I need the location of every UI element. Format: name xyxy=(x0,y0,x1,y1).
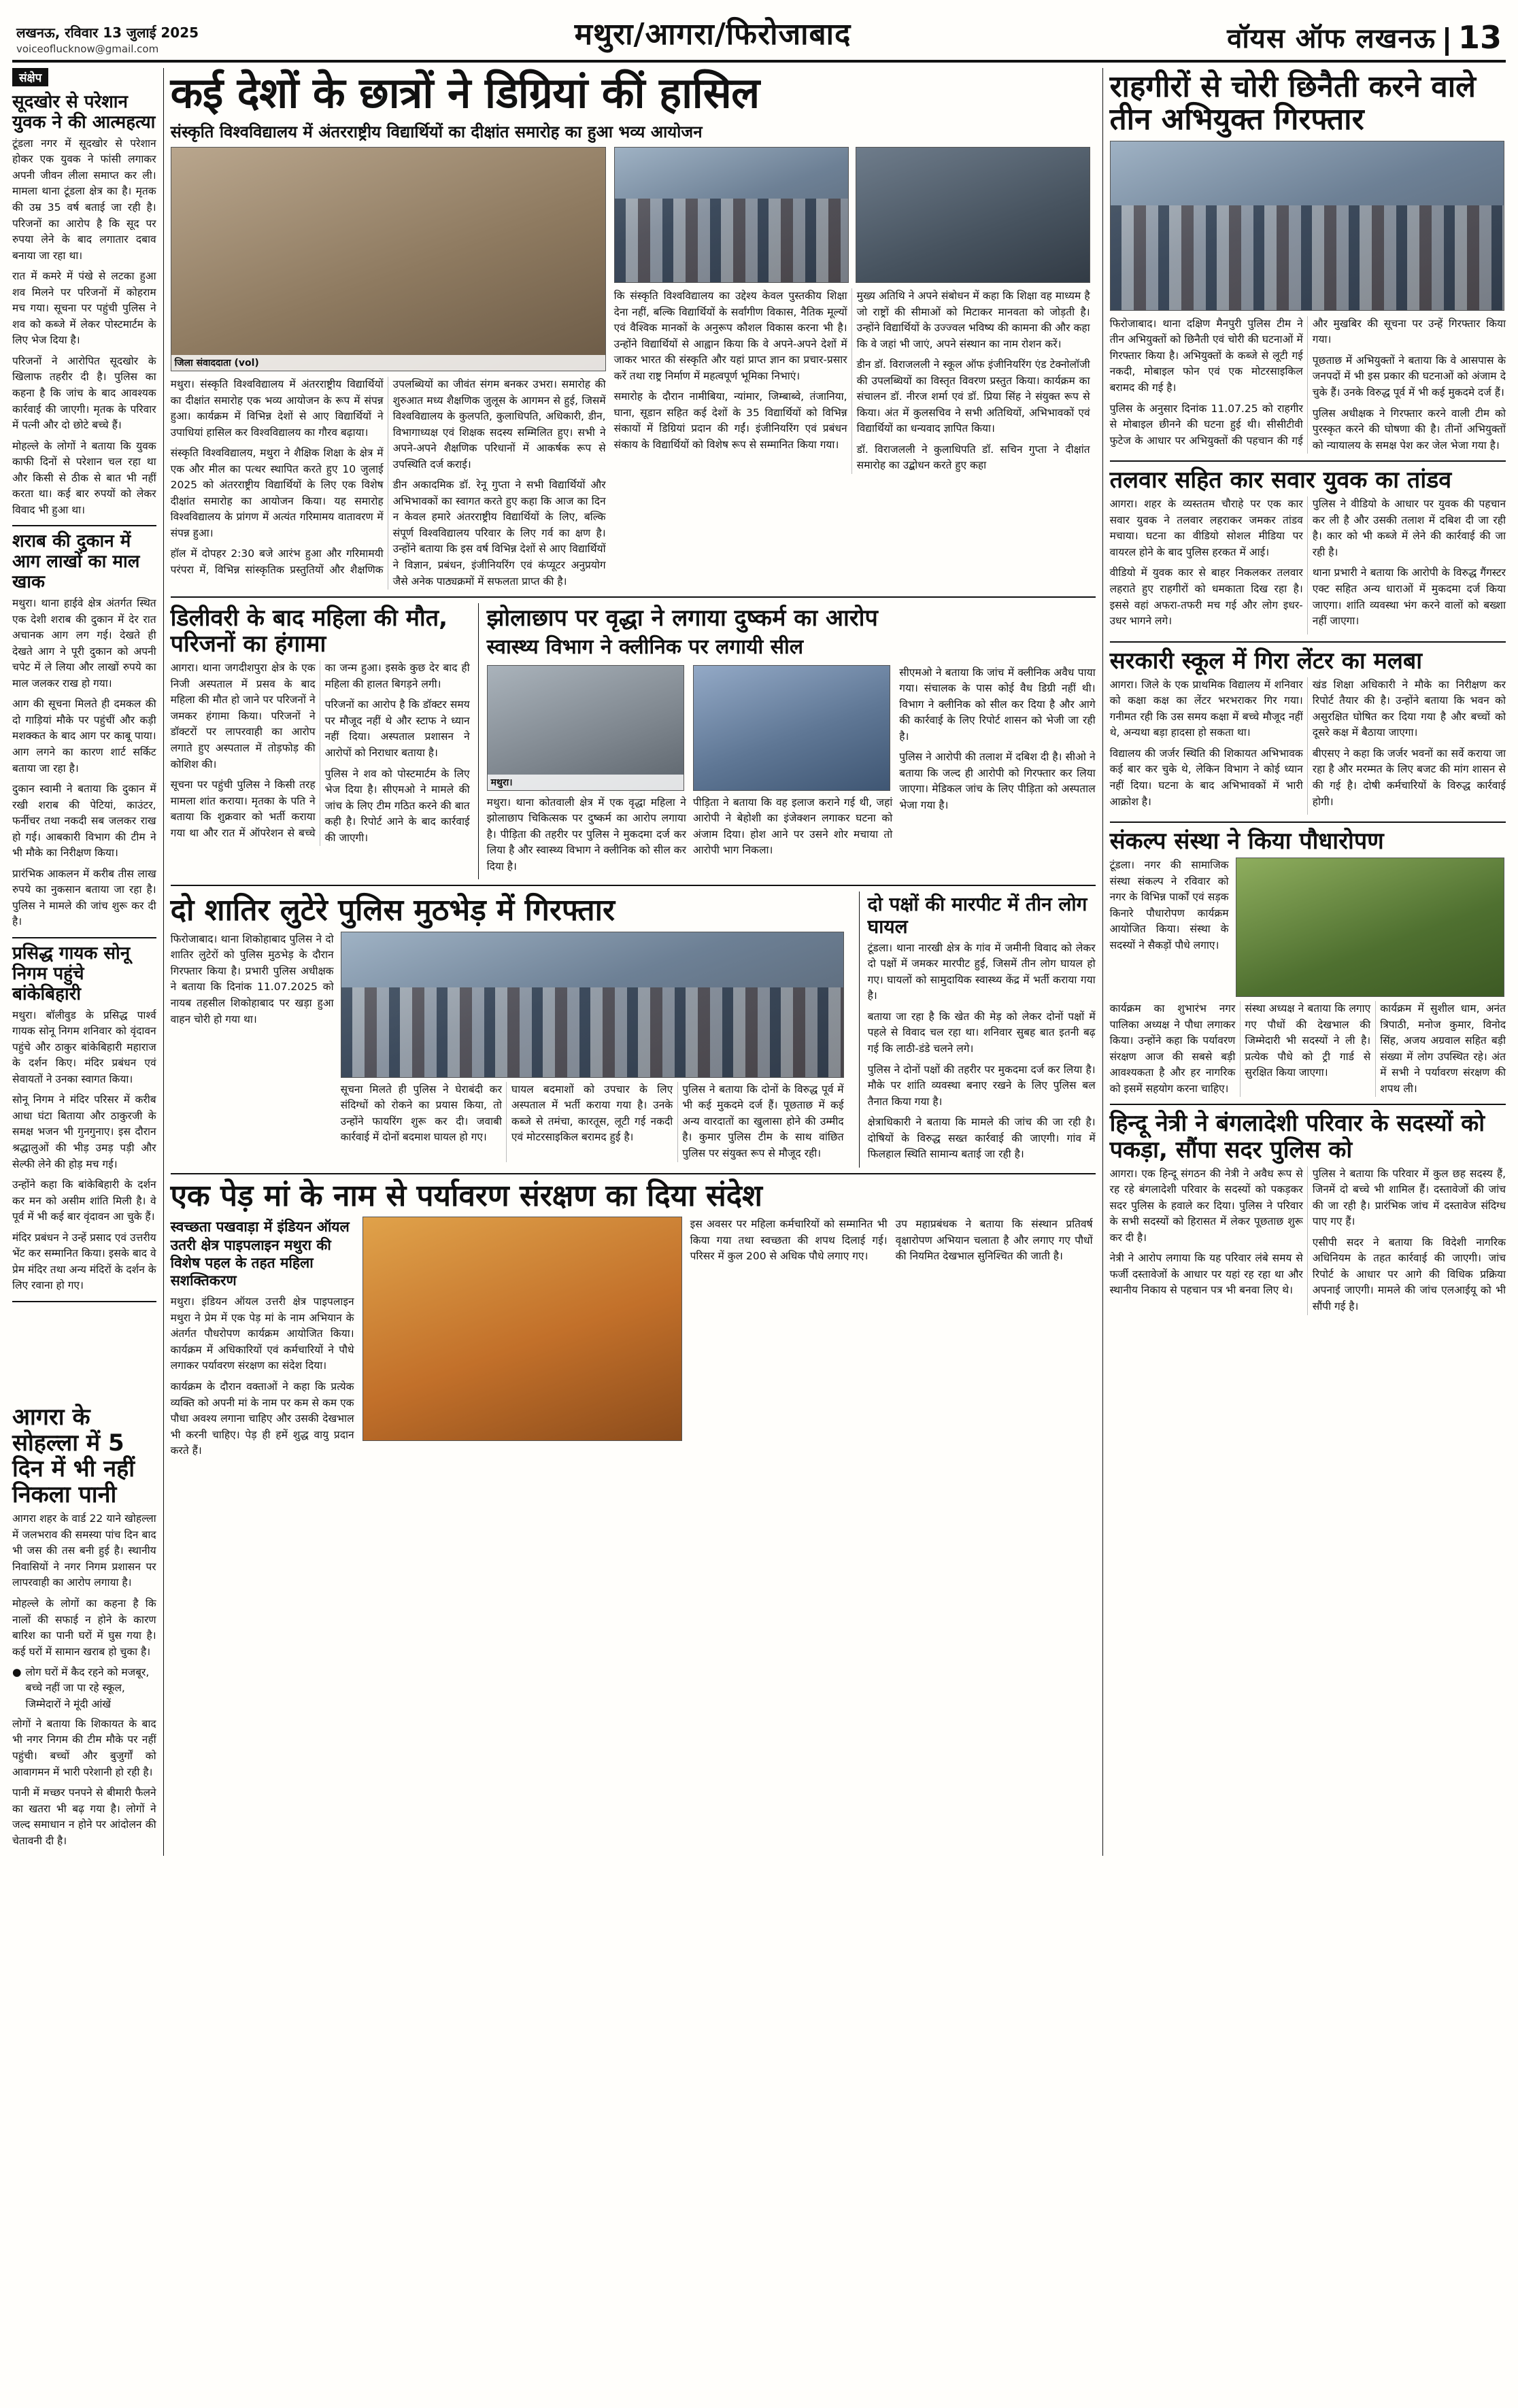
brief-3-para-4: मंदिर प्रबंधन ने उन्हें प्रसाद एवं उत्तरीय भेंट कर सम्मानित किया। इसके बाद वे प्रेम मंदिर तथा अन्य मंदिरों के दर्शन के लिए रवाना हो गए। xyxy=(12,1231,156,1292)
lead-photo-3 xyxy=(856,147,1090,283)
loot-col-rest xyxy=(341,932,844,1162)
school-para-4: बीएसए ने कहा कि जर्जर भवनों का सर्वे कराया जा रहा है और मरम्मत के लिए बजट की मांग शासन से की गई है। दोषी कर्मचारियों के विरुद्ध कार्रवाई होगी। xyxy=(1312,747,1506,808)
brief-2-para-4: प्रारंभिक आकलन में करीब तीस लाख रुपये का नुकसान बताया जा रहा है। पुलिस ने मामले की जांच शुरू कर दी है। xyxy=(12,867,156,928)
delivery-para-1: आगरा। थाना जगदीशपुरा क्षेत्र के एक निजी अस्पताल में प्रसव के बाद महिला की मौत हो जाने पर परिजनों ने जमकर हंगामा किया। परिजनों ने डॉक्टरों पर लापरवाही का आरोप लगाते हुए अस्पताल में तोड़फोड़ की कोशिश की। xyxy=(170,662,316,770)
divider-main-3 xyxy=(171,1173,1096,1174)
lead-para-8: डीन डॉ. विराजलली ने स्कूल ऑफ इंजीनियरिंग एंड टेक्नोलॉजी की उपलब्धियों का विस्तृत विवरण प्रस्तुत किया। कार्यक्रम का संचालन डॉ. नीरज शर्मा एवं डॉ. प्रिया सिंह ने संयुक्त रूप से किया। अंत में कुलसचिव ने सभी अतिथियों, अभिभावकों एवं विद्यार्थियों का धन्यवाद ज्ञापित किया। xyxy=(856,358,1090,435)
brief-4-para-2: मोहल्ले के लोगों का कहना है कि नालों की सफाई न होने के कारण बारिश का पानी घरों में घुस गया है। कई घरों में सामान खराब हो चुका है। xyxy=(12,1597,156,1658)
lead-body-wrap xyxy=(171,147,1096,590)
bullet-icon: ● xyxy=(12,1666,22,1679)
loot-para-2: सूचना मिलते ही पुलिस ने घेराबंदी कर संदिग्धों को रोकने का प्रयास किया, तो उन्होंने फायरिंग शुरू कर दी। जवाबी कार्रवाई में दोनों बदमाश घायल हो गए। xyxy=(340,1083,502,1144)
jholachhap-para-3: सीएमओ ने बताया कि जांच में क्लीनिक अवैध पाया गया। संचालक के पास कोई वैध डिग्री नहीं थी। विभाग ने क्लीनिक को सील कर दिया है और आगे की कार्रवाई के लिए रिपोर्ट शासन को भेजी जा रही है। xyxy=(899,666,1096,743)
brief-3-para-2: सोनू निगम ने मंदिर परिसर में करीब आधा घंटा बिताया और ठाकुरजी के समक्ष भजन भी गुनगुनाए। इस दौरान श्रद्धालुओं की भीड़ उमड़ पड़ी और सेल्फी लेने की होड़ मच गई। xyxy=(12,1093,156,1170)
delivery-para-2: सूचना पर पहुंची पुलिस ने किसी तरह मामला शांत कराया। मृतका के पति ने बताया कि शुक्रवार को भर्ती कराया गया था और रात में ऑपरेशन से बच्चे का जन्म हुआ। इसके कुछ देर बाद ही महिला की हालत बिगड़ने लगी। xyxy=(170,662,470,839)
page-content xyxy=(12,63,1506,1856)
brief-story-4 xyxy=(12,1404,156,1849)
hindu-story xyxy=(1110,1110,1506,1315)
divider-right-4 xyxy=(1110,1104,1506,1105)
divider-3 xyxy=(12,1301,156,1302)
sankalp-headline: संकल्प संस्था ने किया पौधारोपण xyxy=(1109,828,1384,855)
brief-4-headline: आगरा के सोहल्ला में 5 दिन में भी नहीं निकला पानी xyxy=(12,1403,135,1509)
jholachhap-body-wrap xyxy=(487,665,1096,880)
lead-photo-2 xyxy=(614,147,849,283)
lead-para-2: संस्कृति विश्वविद्यालय, मथुरा ने शैक्षिक शिक्षा के क्षेत्र में एक और मील का पत्थर स्थापित करते हुए 10 जुलाई 2025 को अंतरराष्ट्रीय विद्यार्थियों के लिए एक विशेष दीक्षांत समारोह का आयोजन किया। यह समारोह विश्वविद्यालय के प्रांगण में अत्यंत गरिमामय वातावरण में संपन्न हुआ। xyxy=(170,447,384,539)
divider-right-1 xyxy=(1110,460,1506,462)
masthead xyxy=(12,0,1506,63)
sankalp-text xyxy=(1110,1001,1506,1097)
tree-body-wrap xyxy=(171,1217,1096,1463)
lead-para-3: हॉल में दोपहर 2:30 बजे आरंभ हुआ और गरिमामयी परंपरा में, विभिन्न सांस्कृतिक प्रस्तुतियों और शैक्षणिक उपलब्धियों का जीवंत संगम बनकर उभरा। समारोह की शुरुआत मध्य शैक्षणिक जुलूस के आगमन से हुई, जिसमें विश्वविद्यालय के कुलपति, कुलाधिपति, अधिकारी, डीन, विभागाध्यक्ष एवं शिक्षक सदस्य सम्मिलित हुए। सभी ने अपने-अपने शैक्षणिक परिधानों में आकर्षक रूप से उपस्थिति दर्ज कराई। xyxy=(170,377,606,576)
car-headline: तलवार सहित कार सवार युवक का तांडव xyxy=(1109,467,1452,494)
lead-para-4: डीन अकादमिक डॉ. रेनू गुप्ता ने सभी विद्यार्थियों और अभिभावकों का स्वागत करते हुए कहा कि आज का दिन न केवल हमारे अंतरराष्ट्रीय विद्यार्थियों के लिए, बल्कि संपूर्ण विश्वविद्यालय परिवार के लिए गर्व का क्षण है। उन्होंने बताया कि इस वर्ष विभिन्न देशों से आए विद्यार्थियों ने विज्ञान, प्रबंधन, इंजीनियरिंग एवं कंप्यूटर अनुप्रयोग जैसे अनेक पाठ्यक्रमों में सफलता प्राप्त की है। xyxy=(392,479,606,588)
brief-1-para-1: टूंडला नगर में सूदखोर से परेशान होकर एक युवक ने फांसी लगाकर अपनी जीवन लीला समाप्त कर ली। मामला थाना टूंडला क्षेत्र का है। मृतक की उम्र 35 वर्ष बताई जा रही है। परिजनों का आरोप है कि सूद पर रुपया लेने के बाद लगातार दबाव बनाया जा रहा था। xyxy=(12,137,156,262)
left-column xyxy=(12,68,156,1856)
hindu-para-1: आगरा। एक हिन्दू संगठन की नेत्री ने अवैध रूप से रह रहे बंगलादेशी परिवार के सदस्यों को पकड़कर सदर पुलिस के हवाले कर दिया। पुलिस ने परिवार के सभी सदस्यों को हिरासत में लेकर पूछताछ शुरू कर दी है। xyxy=(1109,1167,1303,1244)
school-para-2: विद्यालय की जर्जर स्थिति की शिकायत अभिभावक कई बार कर चुके थे, लेकिन विभाग ने कोई ध्यान नहीं दिया। घटना के बाद अभिभावकों में भारी आक्रोश है। xyxy=(1109,747,1303,808)
loot-col-1 xyxy=(171,932,334,1162)
theft-photo xyxy=(1110,141,1504,311)
loot-body-wrap xyxy=(171,932,851,1162)
sankalp-para-3: संस्था अध्यक्ष ने बताया कि लगाए गए पौधों की देखभाल की जिम्मेदारी भी सदस्यों ने ली है। प्रत्येक पौधे को ट्री गार्ड से सुरक्षित किया जाएगा। xyxy=(1245,1002,1371,1079)
tree-col-2 xyxy=(690,1217,888,1463)
section-kicker: संक्षेप xyxy=(12,68,48,86)
lead-photo-caption: जिला संवाददाता (vol) xyxy=(171,355,605,371)
theft-para-2: पुलिस के अनुसार दिनांक 11.07.25 को राहगीर से मोबाइल छीनने की घटना हुई थी। सीसीटीवी फुटेज के आधार पर अभियुक्तों की पहचान की गई और मुखबिर की सूचना पर उन्हें गिरफ्तार किया गया। xyxy=(1109,317,1506,447)
brief-1-para-2: रात में कमरे में पंखे से लटका हुआ शव मिलने पर परिजनों में कोहराम मच गया। सूचना पर पहुंची पुलिस ने शव को कब्जे में लेकर पोस्टमार्टम के लिए भेज दिया है। xyxy=(12,270,156,347)
sankalp-body-wrap xyxy=(1110,858,1506,997)
lead-para-1: मथुरा। संस्कृति विश्वविद्यालय में अंतरराष्ट्रीय विद्यार्थियों का दीक्षांत समारोह एक भव्य आयोजन के रूप में संपन्न हुआ। कार्यक्रम में विभिन्न देशों से आए विद्यार्थियों ने उपाधियां हासिल कर विश्वविद्यालय का गौरव बढ़ाया। xyxy=(170,377,384,439)
tree-col-photo xyxy=(362,1217,682,1463)
loot-text-cols xyxy=(341,1082,844,1162)
lead-para-6: समारोह के दौरान नामीबिया, न्यांमार, जिम्बाब्वे, तंजानिया, घाना, सूडान सहित कई देशों के 35 विद्यार्थियों को विभिन्न संकायों में डिग्रियां प्रदान की गईं। इंजीनियरिंग एवं प्रबंधन संकाय के विद्यार्थियों को विशेष रूप से सम्मानित किया गया। xyxy=(613,390,847,451)
jholachhap-story xyxy=(487,603,1096,879)
sankalp-col-2 xyxy=(1236,858,1504,997)
brief-4-para-4: पानी में मच्छर पनपने से बीमारी फैलने का खतरा भी बढ़ गया है। लोगों ने जल्द समाधान न होने पर आंदोलन की चेतावनी दी है। xyxy=(12,1786,156,1847)
lead-headline: कई देशों के छात्रों ने डिग्रियां कीं हासिल xyxy=(170,68,760,118)
hindu-para-3: पुलिस ने बताया कि परिवार में कुल छह सदस्य हैं, जिनमें दो बच्चे भी शामिल हैं। दस्तावेजों की जांच की जा रही है। प्रारंभिक जांच में दस्तावेज संदिग्ध पाए गए हैं। xyxy=(1312,1167,1506,1228)
hindu-para-4: एसीपी सदर ने बताया कि विदेशी नागरिक अधिनियम के तहत कार्रवाई की जाएगी। जांच रिपोर्ट के आधार पर आगे की विधिक प्रक्रिया अपनाई जाएगी। मामले की जांच एलआईयू को भी सौंपी गई है। xyxy=(1312,1236,1506,1312)
lead-para-9: डॉ. विराजलली ने कुलाधिपति डॉ. सचिन गुप्ता ने दीक्षांत समारोह का उद्बोधन करते हुए कहा xyxy=(856,443,1090,472)
divider-main-2 xyxy=(171,885,1096,886)
masthead-left xyxy=(16,24,199,56)
brief-1-para-3: परिजनों ने आरोपित सूदखोर के खिलाफ तहरीर दी है। पुलिस का कहना है कि जांच के बाद आवश्यक कार्रवाई की जाएगी। मृतक के परिवार में पत्नी और दो छोटे बच्चे हैं। xyxy=(12,354,156,432)
lead-story xyxy=(170,68,1096,590)
publication-date: लखनऊ, रविवार 13 जुलाई 2025 xyxy=(16,24,199,41)
sankalp-photo xyxy=(1236,858,1504,997)
column-divider-left xyxy=(163,68,164,1856)
main-row-2 xyxy=(171,603,1096,879)
divider-2 xyxy=(12,937,156,938)
jholachhap-photo-2 xyxy=(693,665,890,791)
car-text xyxy=(1110,496,1506,634)
brief-2-para-3: दुकान स्वामी ने बताया कि दुकान में रखी शराब की पेटियां, काउंटर, फर्नीचर तथा नकदी सब जलकर राख हो गई। आबकारी विभाग की टीम ने भी मौके का निरीक्षण किया। xyxy=(12,783,156,860)
column-divider-right xyxy=(1102,68,1103,1856)
brief-story-3 xyxy=(12,944,156,1294)
contact-email: voiceoflucknow@gmail.com xyxy=(16,42,159,55)
delivery-text xyxy=(171,660,470,846)
masthead-right xyxy=(1227,18,1502,56)
tree-para-3: इस अवसर पर महिला कर्मचारियों को सम्मानित भी किया गया तथा स्वच्छता की शपथ दिलाई गई। परिसर में कुल 200 से अधिक पौधे लगाए गए। xyxy=(690,1218,888,1263)
tree-col-3 xyxy=(896,1217,1093,1463)
lead-right-block xyxy=(614,147,1090,474)
tree-para-1: मथुरा। इंडियन ऑयल उत्तरी क्षेत्र पाइपलाइन मथुरा ने प्रेम में एक पेड़ मां के नाम अभियान के अंतर्गत पौधरोपण कार्यक्रम आयोजित किया। कार्यक्रम में अधिकारियों एवं कर्मचारियों ने पौधे लगाकर पर्यावरण संरक्षण का संदेश दिया। xyxy=(170,1295,354,1372)
sankalp-para-2: कार्यक्रम का शुभारंभ नगर पालिका अध्यक्ष ने पौधा लगाकर किया। उन्होंने कहा कि पर्यावरण संरक्षण आज की सबसे बड़ी आवश्यकता है और हर नागरिक को इसमें सहयोग करना चाहिए। xyxy=(1109,1002,1236,1095)
jholachhap-para-4: पुलिस ने आरोपी की तलाश में दबिश दी है। सीओ ने बताया कि जल्द ही आरोपी को गिरफ्तार कर लिया जाएगा। मेडिकल जांच के लिए पीड़िता को अस्पताल भेजा गया है। xyxy=(899,751,1096,812)
theft-para-4: पुलिस अधीक्षक ने गिरफ्तार करने वाली टीम को पुरस्कृत करने की घोषणा की है। तीनों अभियुक्तों को न्यायालय के समक्ष पेश कर जेल भेजा गया है। xyxy=(1312,407,1506,452)
brief-story-1 xyxy=(12,92,156,518)
brief-4-para-3: लोगों ने बताया कि शिकायत के बाद भी नगर निगम की टीम मौके पर नहीं पहुंची। बच्चों और बुजुर्गों को आवागमन में भारी परेशानी हो रही है। xyxy=(12,1717,156,1778)
tree-para-2: कार्यक्रम के दौरान वक्ताओं ने कहा कि प्रत्येक व्यक्ति को अपनी मां के नाम पर कम से कम एक पौधा अवश्य लगाना चाहिए और उसकी देखभाल भी करनी चाहिए। पेड़ ही हमें शुद्ध वायु प्रदान करते हैं। xyxy=(170,1380,354,1457)
delivery-para-4: पुलिस ने शव को पोस्टमार्टम के लिए भेज दिया है। सीएमओ ने मामले की जांच के लिए टीम गठित करने की बात कही है। रिपोर्ट आने के बाद कार्रवाई की जाएगी। xyxy=(324,767,470,844)
loot-para-3: घायल बदमाशों को उपचार के लिए अस्पताल में भर्ती कराया गया है। उनके कब्जे से तमंचा, कारतूस, लूटी गई नकदी एवं मोटरसाइकिल बरामद हुई है। xyxy=(511,1083,673,1144)
school-para-1: आगरा। जिले के एक प्राथमिक विद्यालय में शनिवार को कक्षा कक्ष का लेंटर भरभराकर गिर गया। गनीमत रही कि उस समय कक्षा में बच्चे मौजूद नहीं थे, अन्यथा बड़ा हादसा हो सकता था। xyxy=(1109,678,1303,739)
tree-subhead: स्वच्छता पखवाड़ा में इंडियन ऑयल उतरी क्षेत्र पाइपलाइन मथुरा की विशेष पहल के तहत महिला सशक्तिकरण xyxy=(170,1219,350,1289)
tree-headline: एक पेड़ मां के नाम से पर्यावरण संरक्षण का दिया संदेश xyxy=(170,1178,762,1213)
hindu-text xyxy=(1110,1166,1506,1315)
jholachhap-col-2 xyxy=(693,665,892,880)
tree-story xyxy=(171,1180,1096,1464)
theft-para-3: पूछताछ में अभियुक्तों ने बताया कि वे आसपास के जनपदों में भी इस प्रकार की घटनाओं को अंजाम दे चुके हैं। उनके विरुद्ध पूर्व में भी कई मुकदमे दर्ज हैं। xyxy=(1312,354,1506,398)
brief-3-headline: प्रसिद्ध गायक सोनू निगम पहुंचे बांकेबिहारी xyxy=(12,943,131,1004)
tree-para-4: उप महाप्रबंधक ने बताया कि संस्थान प्रतिवर्ष वृक्षारोपण अभियान चलाता है और लगाए गए पौधों की नियमित देखभाल सुनिश्चित की जाती है। xyxy=(895,1218,1093,1263)
brief-2-para-1: मथुरा। थाना हाईवे क्षेत्र अंतर्गत स्थित एक देशी शराब की दुकान में देर रात अचानक आग लग गई। देखते ही देखते आग ने पूरी दुकान को अपनी चपेट में ले लिया और लाखों रुपये का माल जलकर राख हो गया। xyxy=(12,597,156,690)
school-story xyxy=(1110,648,1506,815)
car-para-4: थाना प्रभारी ने बताया कि आरोपी के विरुद्ध गैंगस्टर एक्ट सहित अन्य धाराओं में मुकदमा दर्ज किया जाएगा। शांति व्यवस्था भंग करने वालों को बख्शा नहीं जाएगा। xyxy=(1312,566,1506,628)
jholachhap-para-2: पीड़िता ने बताया कि वह इलाज कराने गई थी, जहां आरोपी ने बेहोशी का इंजेक्शन लगाकर घटना को अंजाम दिया। होश आने पर उसने शोर मचाया तो आरोपी भाग निकला। xyxy=(692,796,893,857)
brief-1-headline: सूदखोर से परेशान युवक ने की आत्महत्या xyxy=(12,92,156,133)
hindu-headline: हिन्दू नेत्री ने बंगलादेशी परिवार के सदस्यों को पकड़ा, सौंपा सदर पुलिस को xyxy=(1109,1110,1485,1164)
jholachhap-col-3 xyxy=(899,665,1095,880)
theft-headline: राहगीरों से चोरी छिनैती करने वाले तीन अभियुक्त गिरफ्तार xyxy=(1109,69,1476,137)
lead-left-block xyxy=(171,147,606,590)
masthead-divider xyxy=(1445,27,1449,56)
lead-photo-row xyxy=(614,147,1090,283)
inner-divider-1 xyxy=(478,603,479,879)
marpeet-headline: दो पक्षों की मारपीट में तीन लोग घायल xyxy=(867,893,1087,938)
loot-photo xyxy=(341,932,844,1078)
marpeet-para-1: टूंडला। थाना नारखी क्षेत्र के गांव में जमीनी विवाद को लेकर दो पक्षों में जमकर मारपीट हुई, जिसमें तीन लोग घायल हो गए। घायलों को सामुदायिक स्वास्थ्य केंद्र में भर्ती कराया गया है। xyxy=(867,941,1096,1002)
delivery-story xyxy=(171,603,470,879)
jholachhap-col-1 xyxy=(487,665,686,880)
delivery-headline: डिलीवरी के बाद महिला की मौत, परिजनों का हंगामा xyxy=(170,605,448,658)
lead-photo xyxy=(171,147,606,371)
right-column xyxy=(1110,68,1506,1856)
car-story xyxy=(1110,467,1506,634)
brief-story-2 xyxy=(12,532,156,930)
brief-2-para-2: आग की सूचना मिलते ही दमकल की दो गाड़ियां मौके पर पहुंचीं और कड़ी मशक्कत के बाद आग पर काबू पाया। आग लगने का कारण शार्ट सर्किट बताया जा रहा है। xyxy=(12,698,156,775)
jholachhap-para-1: मथुरा। थाना कोतवाली क्षेत्र में एक वृद्धा महिला ने झोलाछाप चिकित्सक पर दुष्कर्म का आरोप लगाया है। पीड़िता की तहरीर पर पुलिस ने मुकदमा दर्ज कर लिया है और स्वास्थ्य विभाग ने क्लीनिक को सील कर दिया है। xyxy=(486,796,686,872)
lead-para-7: मुख्य अतिथि ने अपने संबोधन में कहा कि शिक्षा वह माध्यम है जो राष्ट्रों की सीमाओं को मिटाकर मानवता को जोड़ती है। उन्होंने विद्यार्थियों के उज्ज्वल भविष्य की कामना की और कहा कि वे जहां भी जाएं, अपने संस्थान का नाम रोशन करें। xyxy=(856,289,1090,350)
delivery-para-3: परिजनों का आरोप है कि डॉक्टर समय पर मौजूद नहीं थे और स्टाफ ने ध्यान नहीं दिया। अस्पताल प्रशासन ने आरोपों को निराधार बताया है। xyxy=(324,698,470,759)
main-column xyxy=(171,68,1096,1856)
car-para-1: आगरा। शहर के व्यस्ततम चौराहे पर एक कार सवार युवक ने तलवार लहराकर जमकर तांडव मचाया। घटना का वीडियो सोशल मीडिया पर वायरल होने के बाद पुलिस हरकत में आई। xyxy=(1109,498,1303,558)
divider-1 xyxy=(12,525,156,526)
lead-text-cols-left xyxy=(171,377,606,590)
brief-4-para-1: आगरा शहर के वार्ड 22 याने खोहल्ला में जलभराव की समस्या पांच दिन बाद भी जस की तस बनी हुई है। स्थानीय निवासियों ने नगर निगम प्रशासन पर लापरवाही का आरोप लगाया है। xyxy=(12,1512,156,1589)
marpeet-para-2: बताया जा रहा है कि खेत की मेड़ को लेकर दोनों पक्षों में पहले से विवाद चल रहा था। शनिवार सुबह बात इतनी बढ़ गई कि लाठी-डंडे चलने लगे। xyxy=(867,1010,1096,1055)
brief-3-para-3: उन्होंने कहा कि बांकेबिहारी के दर्शन कर मन को असीम शांति मिली है। वे पूर्व में भी कई बार वृंदावन आ चुके हैं। xyxy=(12,1178,156,1223)
sankalp-para-1: टूंडला। नगर की सामाजिक संस्था संकल्प ने रविवार को नगर के विभिन्न पार्कों एवं सड़क किनारे पौधारोपण कार्यक्रम आयोजित किया। संस्था के सदस्यों ने सैकड़ों पौधे लगाए। xyxy=(1109,859,1229,951)
theft-story xyxy=(1110,71,1506,454)
jholachhap-subhead: स्वास्थ्य विभाग ने क्लीनिक पर लगायी सील xyxy=(486,635,804,660)
hindu-para-2: नेत्री ने आरोप लगाया कि यह परिवार लंबे समय से फर्जी दस्तावेजों के आधार पर यहां रह रहा था और स्थानीय निकाय से पहचान पत्र भी बनवा लिए थे। xyxy=(1109,1252,1303,1297)
jholachhap-photo-1 xyxy=(487,665,684,791)
marpeet-story xyxy=(868,892,1096,1167)
paper-title: वॉयस ऑफ लखनऊ xyxy=(1227,23,1436,54)
car-para-2: वीडियो में युवक कार से बाहर निकलकर तलवार लहराते हुए राहगीरों को धमकाता दिख रहा है। इससे वहां अफरा-तफरी मच गई और लोग इधर-उधर भागने लगे। xyxy=(1109,566,1303,628)
marpeet-para-4: क्षेत्राधिकारी ने बताया कि मामले की जांच की जा रही है। दोषियों के विरुद्ध सख्त कार्रवाई की जाएगी। गांव में फिलहाल स्थिति सामान्य बताई जा रही है। xyxy=(867,1116,1096,1161)
brief-1-para-4: मोहल्ले के लोगों ने बताया कि युवक काफी दिनों से परेशान चल रहा था और किसी से ठीक से बात भी नहीं करता था। कई बार रुपयों को लेकर विवाद भी हुआ था। xyxy=(12,439,156,516)
edition-title: मथुरा/आगरा/फिरोजाबाद xyxy=(574,17,851,52)
brief-2-headline: शराब की दुकान में आग लाखों का माल खाक xyxy=(12,531,140,593)
loot-headline: दो शातिर लुटेरे पुलिस मुठभेड़ में गिरफ्तार xyxy=(170,893,615,928)
divider-main-1 xyxy=(171,596,1096,598)
sankalp-col-1 xyxy=(1110,858,1229,997)
lead-para-5: कि संस्कृति विश्वविद्यालय का उद्देश्य केवल पुस्तकीय शिक्षा देना नहीं, बल्कि विद्यार्थियों के सर्वांगीण विकास, नैतिक मूल्यों एवं वैश्विक मानकों के अनुरूप कौशल विकास करना भी है। उन्होंने विद्यार्थियों से आह्वान किया कि वे अपने-अपने देशों में जाकर भारत की संस्कृति और यहां प्राप्त ज्ञान का प्रचार-प्रसार करें तथा राष्ट्र निर्माण में महत्वपूर्ण भूमिका निभाएं। xyxy=(613,289,847,382)
marpeet-para-3: पुलिस ने दोनों पक्षों की तहरीर पर मुकदमा दर्ज कर लिया है। मौके पर शांति व्यवस्था बनाए रखने के लिए पुलिस बल तैनात किया गया है। xyxy=(867,1063,1096,1108)
theft-para-1: फिरोजाबाद। थाना दक्षिण मैनपुरी पुलिस टीम ने तीन अभियुक्तों को छिनैती एवं चोरी की घटनाओं में गिरफ्तार किया है। अभियुक्तों के कब्जे से लूटी गई नकदी, मोबाइल फोन एवं एक मोटरसाइकिल बरामद की गई है। xyxy=(1109,317,1303,394)
tree-photo xyxy=(362,1217,682,1441)
sankalp-para-4: कार्यक्रम में सुशील धाम, अनंत त्रिपाठी, मनोज कुमार, विनोद सिंह, अजय अग्रवाल सहित बड़ी संख्या में लोग उपस्थित रहे। अंत में सभी ने पर्यावरण संरक्षण की शपथ ली। xyxy=(1380,1002,1506,1095)
brief-3-para-1: मथुरा। बॉलीवुड के प्रसिद्ध पार्श्व गायक सोनू निगम शनिवार को वृंदावन पहुंचे और ठाकुर बांकेबिहारी महाराज के दर्शन किए। मंदिर प्रबंधन एवं सेवायतों ने उनका स्वागत किया। xyxy=(12,1008,156,1085)
tree-col-1 xyxy=(171,1217,354,1463)
divider-right-2 xyxy=(1110,641,1506,643)
car-para-3: पुलिस ने वीडियो के आधार पर युवक की पहचान कर ली है और उसकी तलाश में दबिश दी जा रही है। कार को भी कब्जे में लेने की कार्रवाई की जा रही है। xyxy=(1312,498,1506,558)
divider-right-3 xyxy=(1110,821,1506,823)
main-row-3 xyxy=(171,892,1096,1167)
page-number: 13 xyxy=(1457,19,1502,56)
sankalp-story xyxy=(1110,828,1506,1097)
lead-text-cols-right xyxy=(614,288,1090,474)
loot-story xyxy=(171,892,851,1167)
jholachhap-photo-caption: मथुरा। xyxy=(488,775,684,790)
theft-text xyxy=(1110,316,1506,454)
school-text xyxy=(1110,677,1506,815)
inner-divider-2 xyxy=(859,892,860,1167)
brief-4-bullet xyxy=(12,1665,156,1712)
school-para-3: खंड शिक्षा अधिकारी ने मौके का निरीक्षण कर रिपोर्ट तैयार की है। उन्होंने बताया कि भवन को असुरक्षित घोषित कर दिया गया है और बच्चों को दूसरे कक्ष में बैठाया जाएगा। xyxy=(1312,678,1506,739)
school-headline: सरकारी स्कूल में गिरा लेंटर का मलबा xyxy=(1109,647,1423,675)
loot-para-4: पुलिस ने बताया कि दोनों के विरुद्ध पूर्व में भी कई मुकदमे दर्ज हैं। पूछताछ में कई अन्य वारदातों का खुलासा होने की उम्मीद है। कुमार पुलिस टीम के साथ वांछित पुलिस पर संयुक्त रूप से मौजूद रही। xyxy=(682,1083,844,1159)
jholachhap-headline: झोलाछाप पर वृद्धा ने लगाया दुष्कर्म का आरोप xyxy=(486,605,878,632)
lead-subhead: संस्कृति विश्वविद्यालय में अंतरराष्ट्रीय विद्यार्थियों का दीक्षांत समारोह का हुआ भव्य आयोजन xyxy=(170,122,703,141)
brief-4-bullet-text: लोग घरों में कैद रहने को मजबूर, बच्चे नहीं जा पा रहे स्कूल, जिम्मेदारों ने मूंदी आंखें xyxy=(25,1666,150,1710)
loot-para-1: फिरोजाबाद। थाना शिकोहाबाद पुलिस ने दो शातिर लुटेरों को पुलिस मुठभेड़ के दौरान गिरफ्तार किया है। प्रभारी पुलिस अधीक्षक ने बताया कि दिनांक 11.07.2025 को नायब तहसील शिकोहाबाद पर खड़ा हुआ वाहन चोरी हो गया था। xyxy=(170,932,334,1025)
